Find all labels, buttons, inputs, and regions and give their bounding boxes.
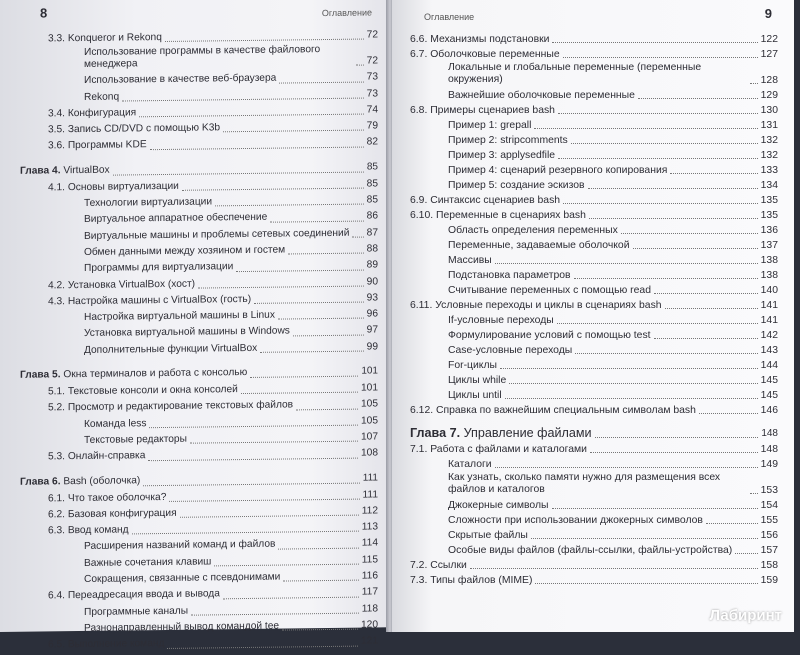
toc-entry bbox=[410, 268, 778, 283]
dot-leader bbox=[236, 269, 363, 272]
toc-entry-title: Текстовые редакторы bbox=[84, 433, 187, 446]
dot-leader bbox=[571, 143, 758, 144]
toc-entry-title bbox=[20, 161, 110, 180]
toc-page-number: 137 bbox=[760, 240, 778, 251]
dot-leader bbox=[223, 130, 364, 133]
right-page-header bbox=[410, 6, 778, 32]
toc-entry bbox=[410, 62, 778, 88]
toc-entry-title: Установка виртуальной машины в Windows bbox=[84, 325, 290, 340]
dot-leader bbox=[113, 171, 364, 175]
toc-page-number: 85 bbox=[366, 178, 378, 190]
dot-leader bbox=[165, 39, 364, 42]
toc-entry bbox=[20, 634, 378, 655]
dot-leader bbox=[654, 293, 758, 294]
toc-entry-title: Использование в качестве веб-браузера bbox=[84, 72, 277, 87]
toc-entry-title: Особые виды файлов (файлы-ссылки, файлы-устройства) bbox=[448, 545, 733, 556]
toc-page-number: 101 bbox=[361, 365, 378, 377]
toc-page-number: 154 bbox=[760, 500, 778, 511]
dot-leader bbox=[670, 173, 757, 174]
right-page bbox=[392, 0, 794, 632]
page-number: 8 bbox=[40, 5, 48, 21]
toc-page-number: 131 bbox=[760, 120, 778, 131]
toc-entry bbox=[410, 178, 778, 193]
toc-page-number: 93 bbox=[366, 292, 378, 304]
toc-entry-title: Разнонаправленный вывод командой tee bbox=[84, 620, 280, 634]
toc-entry-title: Важнейшие оболочковые переменные bbox=[448, 90, 635, 101]
toc-page-number: 148 bbox=[760, 444, 778, 455]
toc-entry-title: 6.5. Выполнение команд bbox=[48, 638, 165, 651]
chapter-title: Окна терминалов и работа с консолью bbox=[63, 367, 248, 381]
toc-page-number: 129 bbox=[760, 90, 778, 101]
toc-entry bbox=[410, 528, 778, 543]
toc-entry-title: Программы для виртуализации bbox=[84, 261, 234, 275]
dot-leader bbox=[563, 57, 758, 58]
toc-entry bbox=[410, 343, 778, 358]
left-page bbox=[0, 0, 388, 651]
dot-leader bbox=[558, 113, 758, 114]
left-page-header bbox=[20, 1, 378, 31]
dot-leader bbox=[250, 376, 358, 378]
dot-leader bbox=[589, 218, 758, 219]
toc-page-number: 138 bbox=[760, 255, 778, 266]
toc-page-number: 96 bbox=[366, 308, 378, 320]
toc-page-number: 142 bbox=[760, 330, 778, 341]
dot-leader bbox=[356, 65, 364, 66]
toc-page-number: 159 bbox=[760, 575, 778, 586]
toc-page-number: 134 bbox=[760, 180, 778, 191]
toc-page-number: 143 bbox=[760, 345, 778, 356]
dot-leader bbox=[495, 467, 758, 468]
toc-entry-title: Пример 3: applysedfile bbox=[448, 150, 556, 161]
toc-page-number: 153 bbox=[760, 485, 778, 496]
toc-page-number: 112 bbox=[361, 505, 378, 517]
toc-page-number: 72 bbox=[366, 55, 378, 67]
toc-entry-title: Case-условные переходы bbox=[448, 345, 573, 356]
toc-entry-title: Программные каналы bbox=[84, 605, 189, 618]
toc-entry-title: 6.3. Ввод команд bbox=[48, 524, 129, 537]
dot-leader bbox=[750, 83, 758, 84]
toc-entry bbox=[410, 513, 778, 528]
toc-entry bbox=[410, 388, 778, 403]
toc-entry-title: Использование программы в качестве файлового менеджера bbox=[84, 44, 321, 71]
dot-leader bbox=[143, 482, 359, 486]
toc-page-number: 85 bbox=[366, 194, 378, 206]
toc-entry bbox=[410, 373, 778, 388]
table-of-contents-right bbox=[410, 32, 778, 588]
toc-page-number: 108 bbox=[361, 447, 378, 459]
toc-page-number: 155 bbox=[760, 515, 778, 526]
toc-page-number: 127 bbox=[760, 49, 778, 60]
toc-page-number: 156 bbox=[760, 530, 778, 541]
dot-leader bbox=[352, 237, 363, 238]
toc-page-number: 79 bbox=[366, 120, 378, 132]
toc-entry bbox=[410, 558, 778, 573]
chapter-title: VirtualBox bbox=[63, 164, 110, 177]
toc-page-number: 114 bbox=[361, 537, 378, 550]
dot-leader bbox=[278, 318, 364, 320]
dot-leader bbox=[270, 220, 363, 222]
toc-entry-title: Дополнительные функции VirtualBox bbox=[84, 342, 258, 356]
toc-entry-title: Команда less bbox=[84, 417, 147, 430]
toc-entry bbox=[410, 328, 778, 343]
toc-entry-title: Пример 4: сценарий резервного копирования bbox=[448, 165, 668, 176]
dot-leader bbox=[132, 531, 359, 535]
toc-entry-title: Переменные, задаваемые оболочкой bbox=[448, 240, 630, 251]
toc-entry-title: For-циклы bbox=[448, 360, 497, 371]
toc-entry bbox=[410, 298, 778, 313]
toc-page-number: 90 bbox=[366, 275, 378, 288]
chapter-label: Глава 7. bbox=[410, 426, 461, 440]
toc-page-number: 85 bbox=[366, 161, 378, 173]
dot-leader bbox=[633, 248, 758, 249]
toc-entry-title: 6.8. Примеры сценариев bash bbox=[410, 105, 555, 116]
running-header: Оглавление bbox=[424, 12, 475, 22]
toc-entry bbox=[410, 88, 778, 103]
toc-entry-title: Обмен данными между хозяином и гостем bbox=[84, 244, 286, 258]
toc-entry bbox=[410, 543, 778, 558]
dot-leader bbox=[750, 493, 758, 494]
dot-leader bbox=[470, 568, 758, 569]
toc-entry-title: If-условные переходы bbox=[448, 315, 554, 326]
toc-entry-title: 7.1. Работа с файлами и каталогами bbox=[410, 444, 587, 455]
dot-leader bbox=[552, 508, 758, 509]
table-of-contents-left bbox=[20, 27, 378, 654]
toc-entry-title: Как узнать, сколько памяти нужно для размещения всех файлов и каталогов bbox=[448, 472, 721, 495]
toc-page-number: 145 bbox=[760, 390, 778, 401]
toc-page-number: 144 bbox=[760, 360, 778, 371]
toc-entry-title: Технологии виртуализации bbox=[84, 196, 213, 210]
dot-leader bbox=[223, 596, 359, 599]
toc-page-number: 145 bbox=[760, 375, 778, 386]
toc-entry-title: 6.6. Механизмы подстановки bbox=[410, 34, 550, 45]
toc-entry bbox=[410, 118, 778, 133]
dot-leader bbox=[139, 114, 363, 118]
dot-leader bbox=[167, 645, 358, 648]
toc-entry bbox=[410, 32, 778, 47]
toc-entry-title: 5.3. Онлайн-справка bbox=[48, 450, 146, 463]
toc-entry-title: Настройка виртуальной машины в Linux bbox=[84, 309, 275, 324]
toc-entry-title: Каталоги bbox=[448, 459, 492, 470]
toc-entry-title: 6.7. Оболочковые переменные bbox=[410, 49, 560, 60]
dot-leader bbox=[665, 308, 758, 309]
toc-page-number: 73 bbox=[366, 71, 378, 83]
toc-page-number: 122 bbox=[760, 34, 778, 45]
toc-entry-title: 6.12. Справка по важнейшим специальным символам bash bbox=[410, 405, 696, 416]
toc-page-number: 87 bbox=[366, 227, 378, 239]
dot-leader bbox=[706, 523, 758, 524]
dot-leader bbox=[505, 398, 758, 399]
dot-leader bbox=[558, 158, 758, 159]
toc-entry-title: Важные сочетания клавиш bbox=[84, 556, 212, 569]
dot-leader bbox=[621, 233, 758, 234]
toc-entry bbox=[410, 193, 778, 208]
toc-entry-title: 5.1. Текстовые консоли и окна консолей bbox=[48, 384, 238, 398]
toc-entry-title: 3.6. Программы KDE bbox=[48, 139, 147, 152]
toc-entry-title: 6.4. Переадресация ввода и вывода bbox=[48, 588, 220, 602]
toc-page-number: 135 bbox=[760, 210, 778, 221]
toc-page-number: 120 bbox=[361, 619, 378, 631]
toc-page-number: 89 bbox=[366, 259, 378, 271]
toc-page-number: 111 bbox=[362, 471, 378, 484]
toc-page-number: 133 bbox=[760, 165, 778, 176]
toc-entry-title: 3.3. Konqueror и Rekonq bbox=[48, 32, 162, 45]
dot-leader bbox=[150, 146, 364, 150]
dot-leader bbox=[534, 128, 757, 129]
toc-entry bbox=[410, 358, 778, 373]
toc-page-number: 132 bbox=[760, 150, 778, 161]
toc-page-number: 82 bbox=[366, 136, 378, 149]
toc-entry-title: 6.11. Условные переходы и циклы в сценариях bash bbox=[410, 300, 662, 311]
toc-entry bbox=[20, 339, 378, 360]
toc-entry-title: Циклы while bbox=[448, 375, 507, 386]
toc-entry-title: Локальные и глобальные переменные (переменные окружения) bbox=[448, 62, 702, 85]
dot-leader bbox=[574, 278, 758, 279]
dot-leader bbox=[180, 515, 359, 518]
chapter-label: Глава 4. bbox=[20, 165, 61, 177]
dot-leader bbox=[149, 425, 358, 429]
dot-leader bbox=[283, 580, 358, 582]
dot-leader bbox=[588, 188, 758, 189]
dot-leader bbox=[182, 188, 364, 191]
dot-leader bbox=[575, 353, 757, 354]
toc-entry-title: Подстановка параметров bbox=[448, 270, 571, 281]
dot-leader bbox=[735, 553, 757, 554]
dot-leader bbox=[509, 383, 757, 384]
toc-entry bbox=[410, 442, 778, 457]
toc-entry bbox=[410, 103, 778, 118]
toc-entry-title: Массивы bbox=[448, 255, 492, 266]
toc-page-number: 138 bbox=[760, 270, 778, 281]
toc-entry bbox=[20, 135, 378, 156]
dot-leader bbox=[535, 583, 757, 584]
dot-leader bbox=[531, 538, 758, 539]
toc-page-number: 128 bbox=[760, 75, 778, 86]
toc-page-number: 88 bbox=[366, 243, 378, 255]
toc-entry-title: Циклы until bbox=[448, 390, 502, 401]
toc-entry bbox=[410, 283, 778, 298]
toc-entry-title: Расширения названий команд и файлов bbox=[84, 539, 276, 553]
dot-leader bbox=[148, 457, 358, 461]
toc-entry-title: 7.3. Типы файлов (MIME) bbox=[410, 575, 533, 586]
dot-leader bbox=[191, 613, 359, 616]
dot-leader bbox=[169, 498, 359, 501]
toc-entry-title: Скрытые файлы bbox=[448, 530, 528, 541]
toc-entry-title: Считывание переменных с помощью read bbox=[448, 285, 651, 296]
toc-page-number: 99 bbox=[366, 341, 378, 353]
toc-entry-title: 4.1. Основы виртуализации bbox=[48, 180, 179, 194]
dot-leader bbox=[282, 629, 358, 631]
dot-leader bbox=[699, 413, 758, 414]
toc-entry-title: Пример 5: создание эскизов bbox=[448, 180, 585, 191]
dot-leader bbox=[495, 263, 758, 264]
chapter-label: Глава 5. bbox=[20, 369, 61, 381]
toc-entry-title: Область определения переменных bbox=[448, 225, 618, 236]
toc-page-number: 118 bbox=[361, 602, 378, 615]
toc-entry bbox=[410, 133, 778, 148]
toc-entry bbox=[410, 47, 778, 62]
dot-leader bbox=[279, 81, 363, 83]
toc-page-number: 117 bbox=[361, 586, 378, 598]
toc-entry-title: Сокращения, связанные с псевдонимами bbox=[84, 571, 281, 585]
chapter-title: Bash (оболочка) bbox=[63, 474, 141, 487]
toc-page-number: 135 bbox=[760, 195, 778, 206]
toc-entry bbox=[410, 573, 778, 588]
toc-entry-title: 6.2. Базовая конфигурация bbox=[48, 507, 177, 521]
page-number: 9 bbox=[764, 6, 772, 21]
toc-page-number: 97 bbox=[366, 324, 378, 336]
toc-entry-title: 6.9. Синтаксис сценариев bash bbox=[410, 195, 561, 206]
toc-page-number: 121 bbox=[361, 635, 378, 647]
toc-entry-title: 3.5. Запись CD/DVD с помощью K3b bbox=[48, 122, 221, 136]
toc-entry-title: Виртуальное аппаратное обеспечение bbox=[84, 212, 268, 226]
toc-page-number: 146 bbox=[760, 405, 778, 416]
toc-page-number: 157 bbox=[760, 545, 778, 556]
dot-leader bbox=[241, 392, 358, 394]
dot-leader bbox=[254, 302, 364, 304]
dot-leader bbox=[500, 368, 758, 369]
toc-page-number: 113 bbox=[361, 521, 378, 533]
toc-entry-title: Джокерные символы bbox=[448, 500, 549, 511]
toc-entry-title: 6.10. Переменные в сценариях bash bbox=[410, 210, 586, 221]
dot-leader bbox=[278, 547, 358, 549]
toc-entry-title bbox=[410, 425, 592, 442]
toc-page-number: 148 bbox=[761, 428, 778, 439]
dot-leader bbox=[654, 338, 758, 339]
toc-entry bbox=[410, 223, 778, 238]
toc-entry bbox=[410, 498, 778, 513]
dot-leader bbox=[198, 285, 364, 288]
dot-leader bbox=[293, 334, 364, 336]
toc-entry bbox=[410, 313, 778, 328]
running-header: Оглавление bbox=[321, 7, 372, 19]
toc-entry-title: Виртуальные машины и проблемы сетевых соединений bbox=[84, 227, 350, 242]
toc-entry-title: 7.2. Ссылки bbox=[410, 560, 467, 571]
toc-page-number: 105 bbox=[361, 398, 378, 410]
toc-chapter-entry bbox=[410, 425, 778, 442]
chapter-title: Управление файлами bbox=[463, 426, 592, 440]
toc-entry bbox=[410, 253, 778, 268]
toc-page-number: 111 bbox=[362, 488, 378, 501]
toc-page-number: 105 bbox=[361, 415, 378, 427]
toc-entry bbox=[410, 472, 778, 498]
toc-entry-title: 3.4. Конфигурация bbox=[48, 107, 137, 120]
dot-leader bbox=[215, 204, 364, 207]
dot-leader bbox=[552, 42, 757, 43]
toc-entry bbox=[410, 403, 778, 418]
toc-page-number: 130 bbox=[760, 105, 778, 116]
toc-page-number: 72 bbox=[366, 29, 378, 41]
toc-page-number: 158 bbox=[760, 560, 778, 571]
toc-page-number: 141 bbox=[760, 300, 778, 311]
toc-entry-title: Сложности при использовании джокерных символов bbox=[448, 515, 703, 526]
toc-page-number: 116 bbox=[361, 570, 378, 582]
toc-entry bbox=[410, 148, 778, 163]
dot-leader bbox=[122, 97, 364, 101]
toc-entry bbox=[20, 44, 378, 74]
toc-entry-title: 6.1. Что такое оболочка? bbox=[48, 491, 167, 504]
toc-page-number: 136 bbox=[760, 225, 778, 236]
publisher-watermark: Лабиринт bbox=[709, 607, 782, 624]
toc-page-number: 73 bbox=[366, 87, 378, 100]
toc-entry-title: 4.2. Установка VirtualBox (хост) bbox=[48, 278, 196, 291]
toc-entry bbox=[410, 163, 778, 178]
toc-page-number: 149 bbox=[760, 459, 778, 470]
dot-leader bbox=[557, 323, 758, 324]
toc-entry-title: Пример 2: stripcomments bbox=[448, 135, 568, 146]
dot-leader bbox=[288, 253, 364, 255]
toc-page-number: 86 bbox=[366, 210, 378, 222]
toc-entry bbox=[410, 238, 778, 253]
dot-leader bbox=[563, 203, 758, 204]
toc-entry bbox=[410, 457, 778, 472]
toc-entry-title: Формулирование условий с помощью test bbox=[448, 330, 651, 341]
toc-entry-title: Пример 1: grepall bbox=[448, 120, 532, 131]
dot-leader bbox=[260, 351, 363, 353]
dot-leader bbox=[595, 437, 759, 438]
toc-page-number: 141 bbox=[760, 315, 778, 326]
dot-leader bbox=[590, 452, 758, 453]
toc-page-number: 107 bbox=[361, 431, 378, 443]
toc-page-number: 132 bbox=[760, 135, 778, 146]
dot-leader bbox=[296, 408, 358, 410]
toc-page-number: 140 bbox=[760, 285, 778, 296]
toc-entry-title: 5.2. Просмотр и редактирование текстовых файлов bbox=[48, 399, 294, 414]
dot-leader bbox=[214, 564, 358, 567]
toc-page-number: 74 bbox=[366, 104, 378, 116]
dot-leader bbox=[638, 98, 758, 99]
toc-entry-title: 4.3. Настройка машины с VirtualBox (гость) bbox=[48, 293, 252, 308]
toc-entry bbox=[20, 446, 378, 467]
toc-entry-title bbox=[20, 472, 140, 491]
toc-entry-title: Rekonq bbox=[84, 91, 120, 103]
dot-leader bbox=[190, 441, 358, 444]
toc-page-number: 115 bbox=[361, 554, 378, 566]
toc-entry bbox=[410, 208, 778, 223]
toc-page-number: 101 bbox=[361, 382, 378, 394]
chapter-label: Глава 6. bbox=[20, 475, 61, 488]
